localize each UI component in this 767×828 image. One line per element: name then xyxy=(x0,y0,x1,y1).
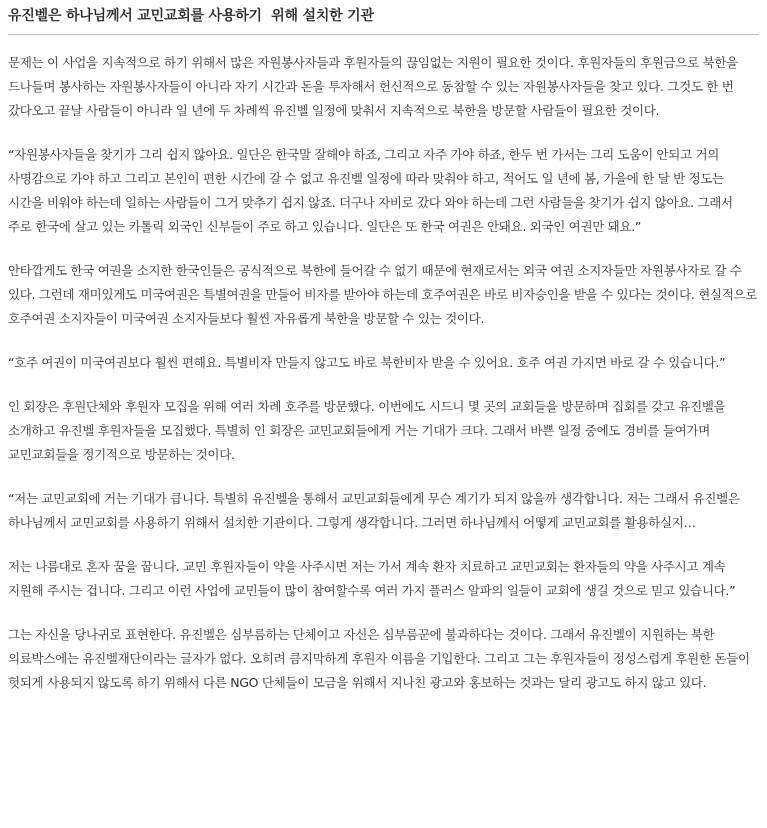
article xyxy=(0,6,767,695)
quote-paragraph-2: “자원봉사자들을 찾기가 그리 쉽지 않아요. 일단은 한국말 잘해야 하죠, 그리고 자주 가야 하죠, 한두 번 가서는 그리 도움이 안되고 거의 사명감으로 가야 하고 그리고 본인이 편한 시간에 갈 수 없고 유진벨 일정에 따라 맞춰야 하고, 적어도 일 년에 봄, 가을에 한 달 반 정도는 시간을 비워야 하는데 일하는 사람들이 그거 맞추기 쉽지 않죠. 더구나 자비로 갔다 와야 하는데 그런 사람들을 찾기가 쉽지 않아요. 그래서 주로 한국에 살고 있는 카톨릭 외국인 신부들이 주로 하고 있습니다. 일단은 또 한국 여권은 안돼요. 외국인 여권만 돼요.” xyxy=(8,147,733,234)
paragraph-8: 그는 자신을 당나귀로 표현한다. 유진벨은 심부름하는 단체이고 자신은 심부름꾼에 불과하다는 것이다. 그래서 유진벨이 지원하는 북한 의료박스에는 유진벨재단이라는 글자가 없다. 오히려 큼지막하게 후원자 이름을 기입한다. 그리고 그는 후원자들이 정성스럽게 후원한 돈들이 헛되게 사용되지 않도록 하기 위해서 다른 NGO 단체들이 모금을 위해서 지나친 광고와 홍보하는 것과는 달리 광고도 하지 않고 있다. xyxy=(8,627,750,690)
quote-paragraph-4: “호주 여권이 미국여권보다 훨씬 편해요. 특별비자 만들지 않고도 바로 북한비자 받을 수 있어요. 호주 여권 가지면 바로 갈 수 있습니다.” xyxy=(8,355,726,370)
paragraph-3: 안타깝게도 한국 여권을 소지한 한국인들은 공식적으로 북한에 들어갈 수 없기 때문에 현재로서는 외국 여권 소지자들만 자원봉사자로 갈 수 있다. 그런데 재미있게도 미국여권은 특별여권을 만들어 비자를 받아야 하는데 호주여권은 바로 비자승인을 받을 수 있다는 것이다. 현실적으로 호주여권 소지자들이 미국여권 소지자들보다 훨씬 자유롭게 북한을 방문할 수 있는 것이다. xyxy=(8,263,758,326)
quote-paragraph-6: “저는 교민교회에 거는 기대가 큽니다. 특별히 유진벨을 통해서 교민교회들에게 무슨 계기가 되지 않을까 생각합니다. 저는 그래서 유진벨은 하나님께서 교민교회를 사용하기 위해서 설치한 기관이다. 그렇게 생각합니다. 그러면 하나님께서 어떻게 교민교회를 활용하실지… xyxy=(8,491,740,530)
quote-paragraph-7: 저는 나름대로 혼자 꿈을 꿉니다. 교민 후원자들이 약을 사주시면 저는 가서 계속 환자 치료하고 교민교회는 환자들의 약을 사주시고 계속 지원해 주시는 겁니다. 그리고 이런 사업에 교민들이 많이 참여할수록 여러 가지 플러스 알파의 일들이 교회에 생길 것으로 믿고 있습니다.” xyxy=(8,559,736,598)
article-headline: 유진벨은 하나님께서 교민교회를 사용하기 위해 설치한 기관 xyxy=(8,8,374,24)
article-body xyxy=(8,51,759,695)
paragraph-5: 인 회장은 후원단체와 후원자 모집을 위해 여러 차례 호주를 방문했다. 이번에도 시드니 몇 곳의 교회들을 방문하며 집회를 갖고 유진벨을 소개하고 유진벨 후원자들을 모집했다. 특별히 인 회장은 교민교회들에게 거는 기대가 크다. 그래서 바쁜 일정 중에도 경비를 들여가며 교민교회들을 정기적으로 방문하는 것이다. xyxy=(8,399,726,462)
paragraph-1: 문제는 이 사업을 지속적으로 하기 위해서 많은 자원봉사자들과 후원자들의 끊임없는 지원이 필요한 것이다. 후원자들의 후원금으로 북한을 드나들며 봉사하는 자원봉사자들이 아니라 자기 시간과 돈을 투자해서 헌신적으로 동참할 수 있는 자원봉사자들을 찾고 있다. 그것도 한 번 갔다오고 끝날 사람들이 아니라 일 년에 두 차례씩 유진벨 일정에 맞춰서 지속적으로 북한을 방문할 사람들이 필요한 것이다. xyxy=(8,55,738,118)
headline-divider xyxy=(8,34,759,35)
